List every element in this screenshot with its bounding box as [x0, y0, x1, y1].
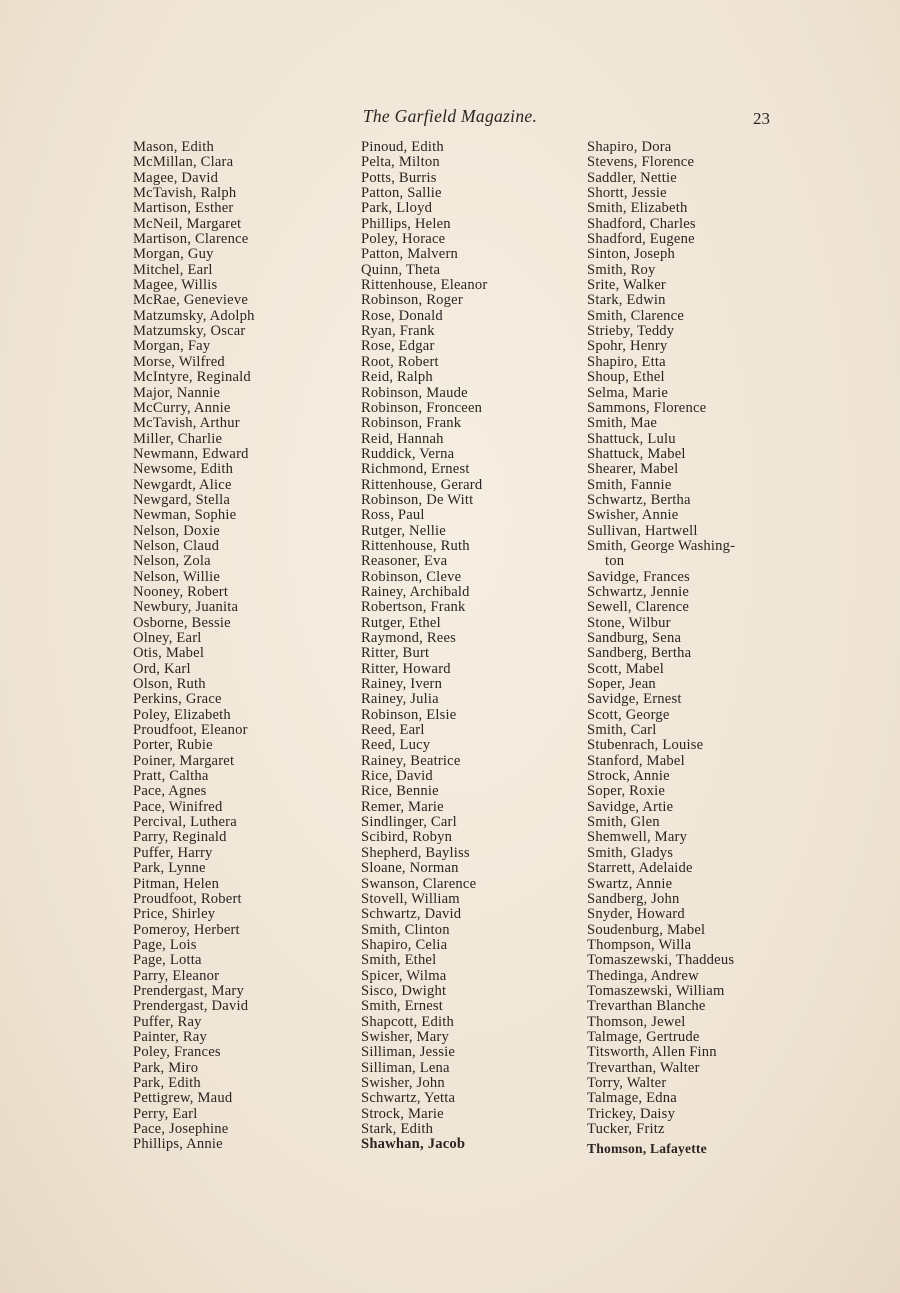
name-entry: Nelson, Willie	[133, 568, 221, 585]
name-entry: Poley, Elizabeth	[133, 706, 231, 723]
name-entry: Talmage, Gertrude	[587, 1028, 700, 1045]
name-entry: Smith, Gladys	[587, 844, 674, 861]
name-entry: Proudfoot, Robert	[133, 890, 242, 907]
name-entry: Stubenrach, Louise	[587, 737, 704, 754]
name-entry: Sandberg, John	[587, 890, 680, 907]
name-entry: Stovell, William	[361, 890, 460, 907]
name-entry: Price, Shirley	[133, 906, 216, 923]
name-entry: Pomeroy, Herbert	[133, 921, 240, 938]
name-entry: Sandberg, Bertha	[587, 645, 692, 662]
page-header-title: The Garfield Magazine.	[362, 106, 538, 126]
name-entry: Nelson, Zola	[133, 553, 211, 570]
name-entry: Shapiro, Dora	[587, 139, 672, 155]
name-entry: Smith, Carl	[587, 722, 657, 739]
name-entry: Magee, David	[133, 169, 219, 186]
name-entry: Painter, Ray	[133, 1028, 207, 1045]
name-entry: Sinton, Joseph	[587, 246, 675, 263]
name-entry: Thomson, Jewel	[587, 1013, 686, 1030]
name-entry: Newbury, Juanita	[133, 599, 239, 616]
name-entry: Smith, Fannie	[587, 476, 672, 493]
name-entry: McIntyre, Reginald	[133, 369, 251, 386]
name-entry: Robertson, Frank	[361, 599, 466, 616]
name-entry: Sindlinger, Carl	[361, 814, 457, 831]
name-entry: Prendergast, Mary	[133, 982, 244, 999]
name-entry: Pettigrew, Maud	[133, 1090, 233, 1107]
name-entry: Reasoner, Eva	[361, 553, 448, 570]
name-entry: Shadford, Eugene	[587, 231, 695, 248]
name-entry: Newgardt, Alice	[133, 476, 232, 493]
name-entry: Robinson, Roger	[361, 292, 463, 309]
name-entry: Morgan, Fay	[133, 338, 211, 355]
name-entry: Ritter, Burt	[361, 645, 430, 662]
name-entry: Rittenhouse, Gerard	[361, 476, 483, 493]
name-entry: Smith, Glen	[587, 814, 660, 831]
name-entry: Schwartz, David	[361, 906, 462, 923]
name-column-3	[587, 140, 827, 1157]
name-entry: Talmage, Edna	[587, 1090, 677, 1107]
name-entry: Rice, Bennie	[361, 783, 439, 800]
name-entry: Sisco, Dwight	[361, 982, 447, 999]
name-entry: Savidge, Artie	[587, 798, 674, 815]
name-entry: Puffer, Harry	[133, 844, 213, 861]
name-entry: Poiner, Margaret	[133, 752, 235, 769]
name-entry: Martison, Clarence	[133, 231, 249, 248]
name-entry: Shoup, Ethel	[587, 369, 665, 386]
name-entry: Thompson, Willa	[587, 936, 692, 953]
name-entry: Miller, Charlie	[133, 430, 223, 447]
name-entry: Rainey, Julia	[361, 691, 439, 708]
name-entry: Poley, Horace	[361, 231, 446, 248]
name-entry: Root, Robert	[361, 353, 439, 370]
name-entry: Percival, Luthera	[133, 814, 237, 831]
name-entry: Rainey, Archibald	[361, 583, 470, 600]
name-entry: Puffer, Ray	[133, 1013, 202, 1030]
name-entry: Shattuck, Lulu	[587, 430, 676, 447]
name-entry: Mason, Edith	[133, 139, 215, 155]
name-entry: ton	[605, 553, 625, 570]
name-entry: Newman, Sophie	[133, 507, 237, 524]
name-entry: Rice, David	[361, 768, 433, 785]
name-entry: Patton, Sallie	[361, 185, 442, 202]
name-entry: Pace, Winifred	[133, 798, 223, 815]
name-entry: Shearer, Mabel	[587, 461, 679, 478]
name-entry: Reed, Lucy	[361, 737, 431, 754]
name-entry: Tucker, Fritz	[587, 1121, 665, 1137]
name-entry: Pinoud, Edith	[361, 139, 444, 155]
name-entry: Matzumsky, Oscar	[133, 323, 246, 340]
name-entry: Raymond, Rees	[361, 630, 457, 646]
name-entry: McTavish, Arthur	[133, 415, 240, 432]
name-entry: Pitman, Helen	[133, 875, 220, 892]
name-entry: Stark, Edwin	[587, 292, 666, 309]
name-entry: Strock, Annie	[587, 768, 670, 785]
name-entry: Scibird, Robyn	[361, 829, 453, 846]
name-entry: Olney, Earl	[133, 630, 202, 646]
name-entry: Perry, Earl	[133, 1105, 198, 1122]
name-entry: Park, Edith	[133, 1074, 201, 1091]
name-entry: Swanson, Clarence	[361, 875, 477, 892]
name-entry: Rainey, Beatrice	[361, 752, 461, 769]
name-entry: Pace, Agnes	[133, 783, 207, 800]
name-entry: Trevarthan, Walter	[587, 1059, 700, 1076]
name-entry: Smith, Roy	[587, 261, 656, 278]
name-entry: Ryan, Frank	[361, 323, 435, 340]
name-entry: Robinson, Elsie	[361, 706, 457, 723]
name-entry: McCurry, Annie	[133, 399, 231, 416]
name-entry: Ord, Karl	[133, 660, 191, 677]
name-entry: Nooney, Robert	[133, 583, 229, 600]
name-entry: Robinson, Fronceen	[361, 399, 483, 416]
name-entry: Mitchel, Earl	[133, 261, 213, 278]
name-entry: Phillips, Helen	[361, 215, 451, 232]
name-entry: Reid, Ralph	[361, 369, 433, 386]
name-entry: Rutger, Ethel	[361, 614, 441, 631]
name-entry: Otis, Mabel	[133, 645, 205, 662]
name-entry: Stone, Wilbur	[587, 614, 671, 631]
name-entry: Smith, Ernest	[361, 998, 444, 1015]
name-entry: Strock, Marie	[361, 1105, 444, 1122]
name-entry: Page, Lois	[133, 936, 197, 953]
name-entry: Robinson, Maude	[361, 384, 468, 401]
name-entry: Major, Nannie	[133, 384, 221, 401]
name-entry: Parry, Eleanor	[133, 967, 220, 984]
name-entry: Page, Lotta	[133, 952, 202, 969]
name-entry: Newmann, Edward	[133, 445, 249, 462]
name-entry: Rose, Donald	[361, 307, 443, 324]
name-entry: Patton, Malvern	[361, 246, 459, 263]
name-entry: Stevens, Florence	[587, 154, 695, 171]
name-entry: Saddler, Nettie	[587, 169, 677, 186]
name-entry: Ross, Paul	[361, 507, 425, 524]
name-entry: Remer, Marie	[361, 798, 444, 815]
name-entry: Shapiro, Etta	[587, 353, 666, 370]
name-entry: Soudenburg, Mabel	[587, 921, 706, 938]
name-entry: Smith, George Washing-	[587, 537, 736, 554]
name-entry: Rainey, Ivern	[361, 676, 443, 693]
name-entry: Smith, Ethel	[361, 952, 437, 969]
name-entry: Pelta, Milton	[361, 154, 440, 171]
name-entry: Shapcott, Edith	[361, 1013, 454, 1030]
name-entry: McTavish, Ralph	[133, 185, 237, 202]
name-entry: Srite, Walker	[587, 277, 666, 294]
name-entry: Park, Lynne	[133, 860, 206, 877]
name-entry: Shemwell, Mary	[587, 829, 688, 846]
name-entry: Ruddick, Verna	[361, 445, 455, 462]
name-entry: Morse, Wilfred	[133, 353, 225, 370]
name-entry: Reid, Hannah	[361, 430, 444, 447]
name-entry: Spicer, Wilma	[361, 967, 447, 984]
name-entry: Silliman, Lena	[361, 1059, 450, 1076]
name-entry: Martison, Esther	[133, 200, 234, 217]
name-entry: Swisher, Mary	[361, 1028, 449, 1045]
name-entry: Robinson, Frank	[361, 415, 462, 432]
name-entry: Swisher, John	[361, 1074, 445, 1091]
name-entry: Soper, Roxie	[587, 783, 666, 800]
name-entry: McRae, Genevieve	[133, 292, 249, 309]
name-entry: Pratt, Caltha	[133, 768, 209, 785]
name-entry: Schwartz, Bertha	[587, 491, 691, 508]
name-entry: Smith, Clarence	[587, 307, 685, 324]
name-entry: Reed, Earl	[361, 722, 425, 739]
name-entry: Sammons, Florence	[587, 399, 707, 416]
name-entry: Quinn, Theta	[361, 261, 441, 278]
name-entry: Robinson, De Witt	[361, 491, 474, 508]
name-entry: Magee, Willis	[133, 277, 218, 294]
name-entry: Swisher, Annie	[587, 507, 679, 524]
name-entry: Richmond, Ernest	[361, 461, 470, 478]
name-entry: Scott, George	[587, 706, 670, 723]
name-entry: Shapiro, Celia	[361, 936, 448, 953]
name-entry: Selma, Marie	[587, 384, 669, 401]
name-entry: Robinson, Cleve	[361, 568, 462, 585]
name-entry: Shattuck, Mabel	[587, 445, 686, 462]
name-entry: Savidge, Ernest	[587, 691, 682, 708]
name-entry: Osborne, Bessie	[133, 614, 231, 631]
name-entry: Thedinga, Andrew	[587, 967, 699, 984]
name-entry: Stark, Edith	[361, 1121, 434, 1137]
name-entry: Snyder, Howard	[587, 906, 685, 923]
name-entry: Shadford, Charles	[587, 215, 696, 232]
name-entry: Shepherd, Bayliss	[361, 844, 470, 861]
name-entry: Pace, Josephine	[133, 1121, 229, 1137]
name-entry: Trickey, Daisy	[587, 1105, 676, 1122]
name-entry: Park, Lloyd	[361, 200, 433, 217]
name-entry: Trevarthan Blanche	[587, 998, 706, 1015]
name-entry: Rutger, Nellie	[361, 522, 446, 539]
name-entry: Shortt, Jessie	[587, 185, 667, 202]
page-number: 23	[753, 109, 770, 128]
name-entry: Schwartz, Jennie	[587, 583, 690, 600]
name-entry: Smith, Elizabeth	[587, 200, 688, 217]
name-entry: Soper, Jean	[587, 676, 656, 693]
name-entry: Tomaszewski, Thaddeus	[587, 952, 735, 969]
name-entry: Park, Miro	[133, 1059, 199, 1076]
name-entry: Matzumsky, Adolph	[133, 307, 255, 324]
name-entry: Savidge, Frances	[587, 568, 690, 585]
name-entry: Olson, Ruth	[133, 676, 206, 693]
name-entry: Titsworth, Allen Finn	[587, 1044, 717, 1061]
name-entry: McMillan, Clara	[133, 154, 234, 171]
name-entry: Parry, Reginald	[133, 829, 227, 846]
name-entry: Tomaszewski, William	[587, 982, 725, 999]
name-entry: Proudfoot, Eleanor	[133, 722, 248, 739]
name-entry: Smith, Clinton	[361, 921, 450, 938]
name-entry: Poley, Frances	[133, 1044, 221, 1061]
name-entry: Newgard, Stella	[133, 491, 231, 508]
name-entry: Smith, Mae	[587, 415, 658, 432]
name-entry: Stanford, Mabel	[587, 752, 685, 769]
name-entry: Sandburg, Sena	[587, 630, 682, 646]
name-entry: Rittenhouse, Ruth	[361, 537, 470, 554]
name-entry: Sullivan, Hartwell	[587, 522, 698, 539]
name-entry: Rose, Edgar	[361, 338, 435, 355]
name-entry: Starrett, Adelaide	[587, 860, 693, 877]
name-entry: Strieby, Teddy	[587, 323, 675, 340]
name-entry: Perkins, Grace	[133, 691, 222, 708]
name-entry: Scott, Mabel	[587, 660, 664, 677]
name-entry: Nelson, Doxie	[133, 522, 220, 539]
name-entry: Newsome, Edith	[133, 461, 234, 478]
name-entry: Sewell, Clarence	[587, 599, 690, 616]
name-entry: Swartz, Annie	[587, 875, 673, 892]
name-entry: Porter, Rubie	[133, 737, 213, 754]
name-entry: Sloane, Norman	[361, 860, 459, 877]
name-column-2	[361, 140, 581, 1153]
name-entry: Nelson, Claud	[133, 537, 220, 554]
name-entry: Rittenhouse, Eleanor	[361, 277, 488, 294]
name-entry: Morgan, Guy	[133, 246, 214, 263]
name-entry: Ritter, Howard	[361, 660, 451, 677]
name-column-1	[133, 140, 333, 1153]
name-entry: McNeil, Margaret	[133, 215, 242, 232]
name-entry: Schwartz, Yetta	[361, 1090, 456, 1107]
name-entry: Torry, Walter	[587, 1074, 667, 1091]
name-entry: Spohr, Henry	[587, 338, 668, 355]
name-entry: Potts, Burris	[361, 169, 437, 186]
name-entry: Phillips, Annie	[133, 1136, 223, 1153]
name-entry: Silliman, Jessie	[361, 1044, 456, 1061]
name-entry: Thomson, Lafayette	[587, 1141, 707, 1157]
name-entry: Prendergast, David	[133, 998, 249, 1015]
name-entry: Shawhan, Jacob	[361, 1136, 466, 1153]
